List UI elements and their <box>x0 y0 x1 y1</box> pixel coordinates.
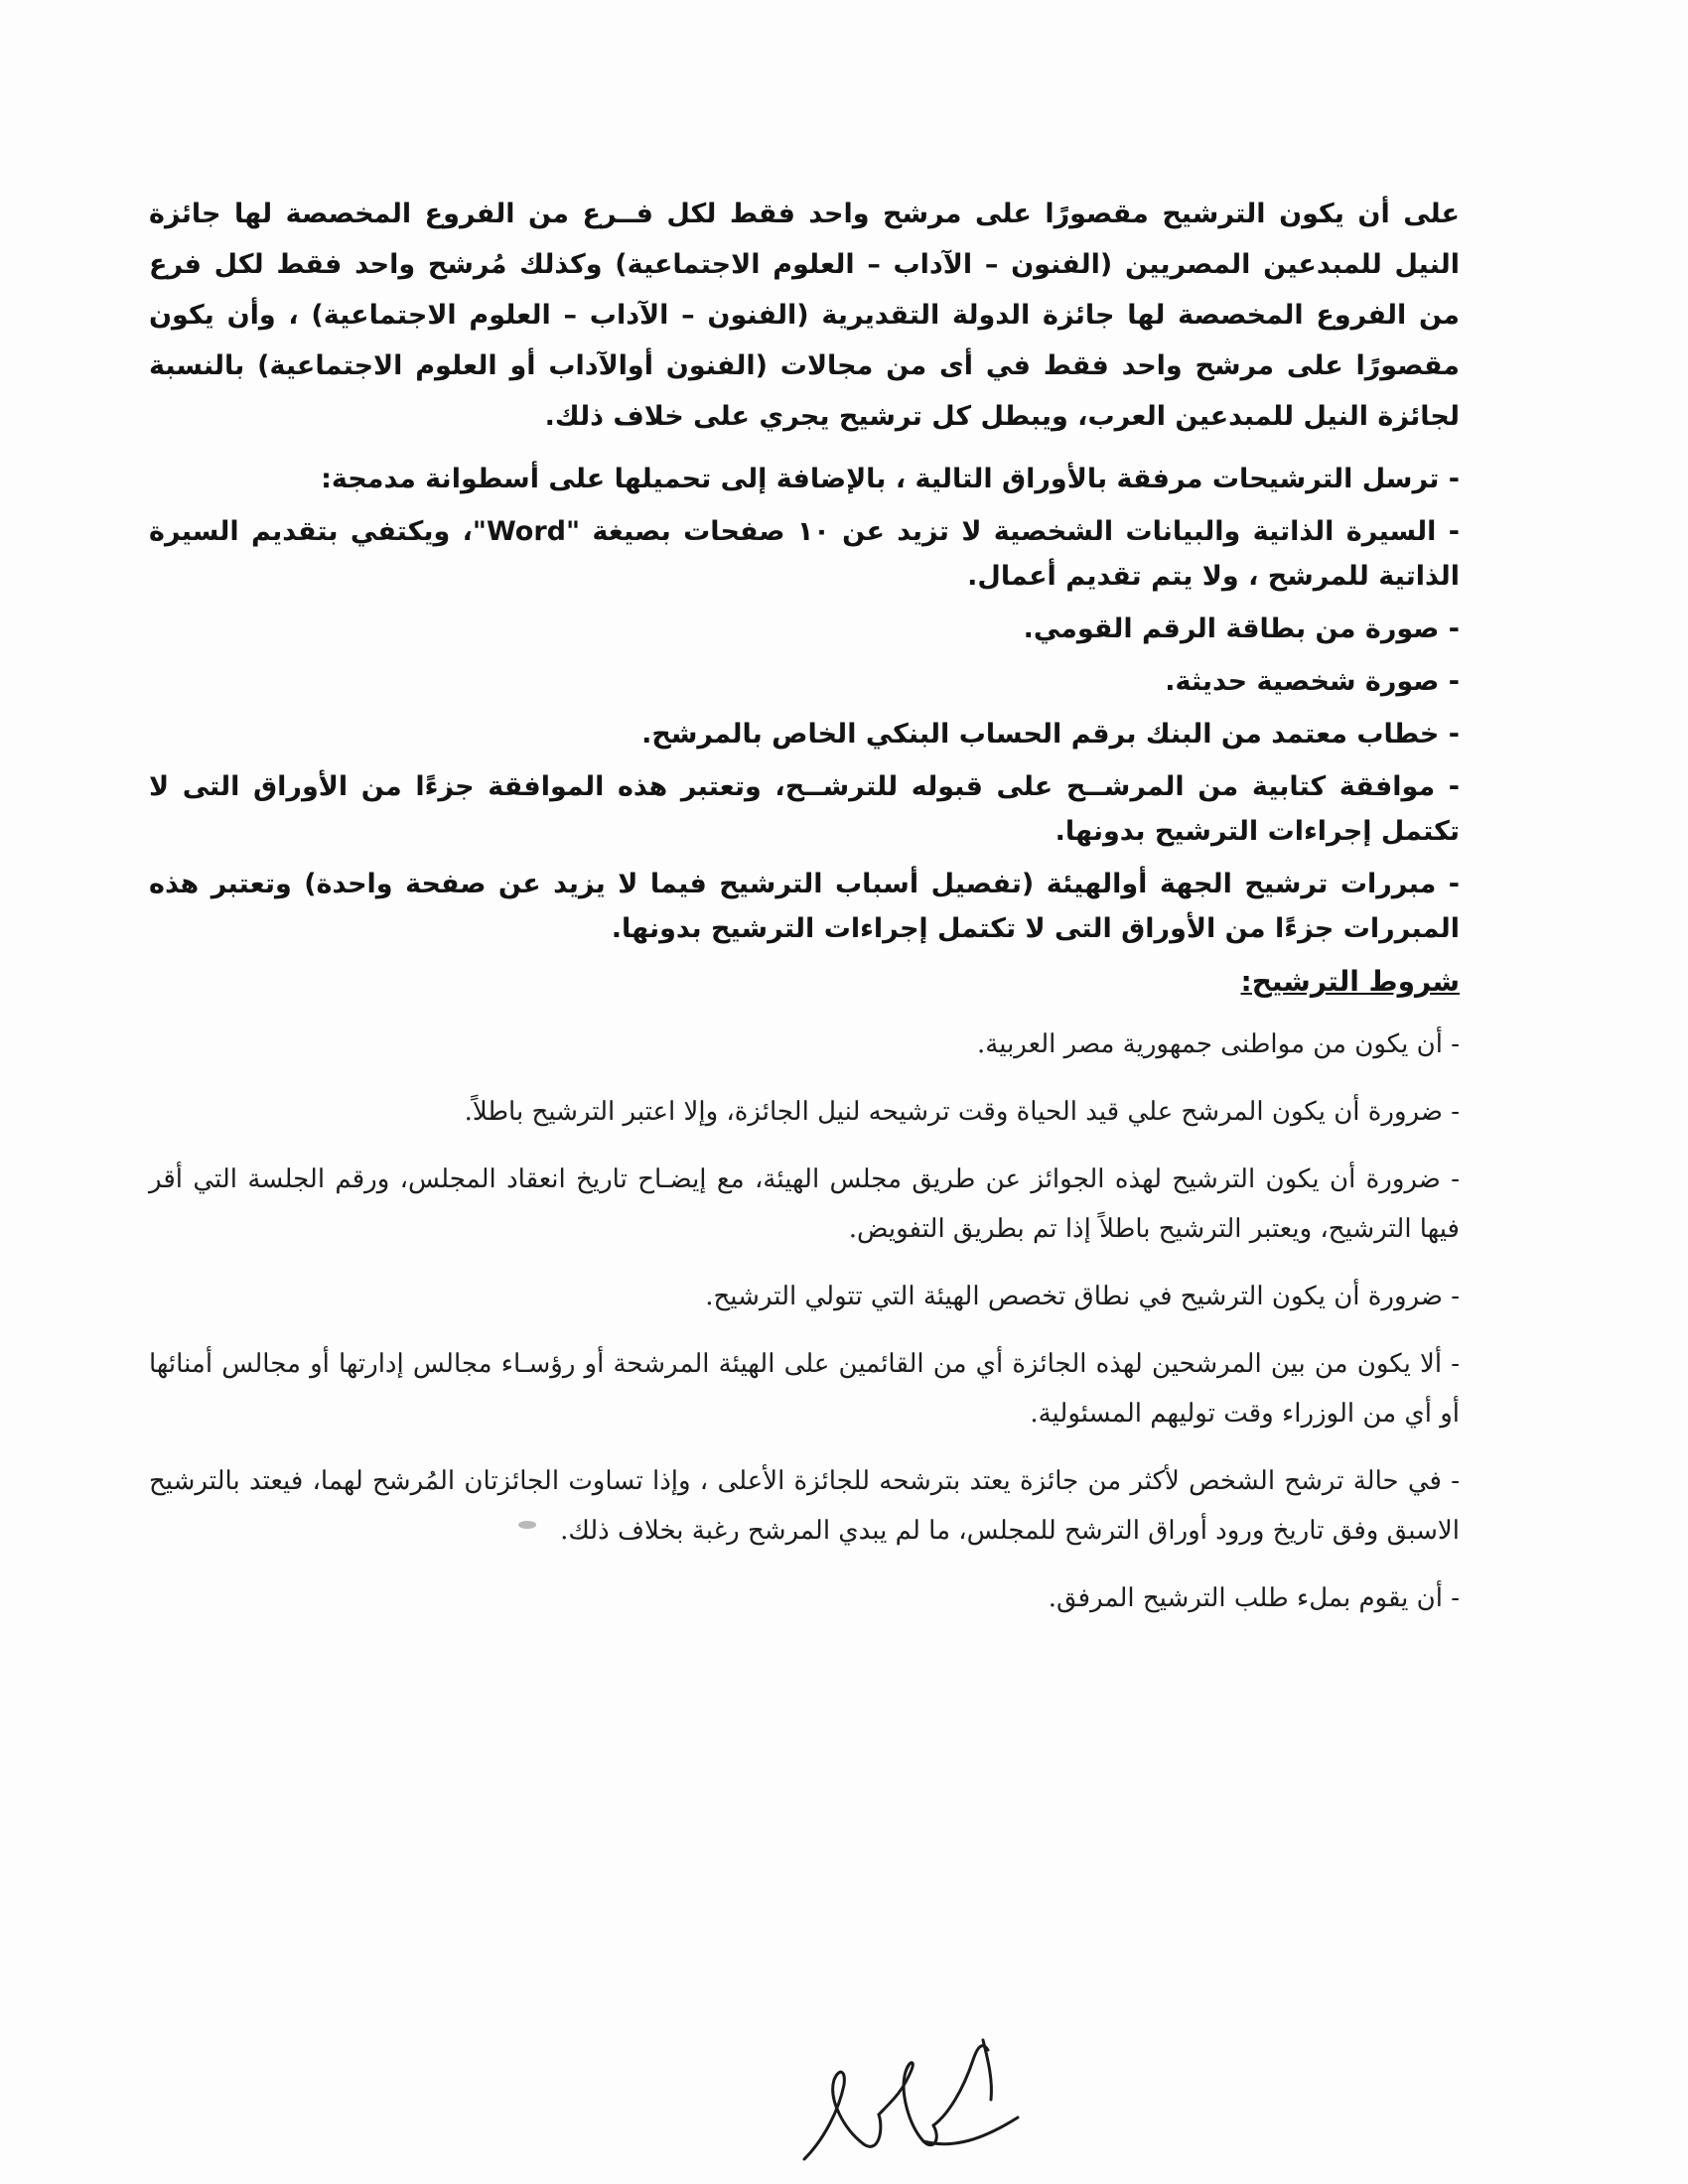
attachment-item-cv: - السيرة الذاتية والبيانات الشخصية لا تزيد عن ١٠ صفحات بصيغة "Word"، ويكتفي بتقديم السيرة الذاتية للمرشح ، ولا يتم تقديم أعمال. <box>149 516 1460 592</box>
nomination-rules-section <box>149 189 1460 951</box>
condition-item-application-form: - أن يقوم بملء طلب الترشيح المرفق. <box>1048 1583 1460 1613</box>
attachment-item-consent: - موافقة كتابية من المرشــح على قبوله للترشــح، وتعتبر هذه الموافقة جزءًا من الأوراق التى لا تكتمل إجراءات الترشيح بدونها. <box>149 771 1460 847</box>
condition-item-citizenship: - أن يكون من مواطنى جمهورية مصر العربية. <box>977 1029 1460 1059</box>
condition-item-exclusions: - ألا يكون من بين المرشحين لهذه الجائزة أي من القائمين على الهيئة المرشحة أو رؤسـاء مجالس إدارتها أو مجالس أمنائها أو أي من الوزراء وقت توليهم المسئولية. <box>149 1349 1460 1429</box>
attachments-intro: - ترسل الترشيحات مرفقة بالأوراق التالية ، بالإضافة إلى تحميلها على أسطوانة مدمجة: <box>321 464 1460 494</box>
attachment-item-national-id: - صورة من بطاقة الرقم القومي. <box>1023 614 1460 644</box>
condition-item-alive: - ضرورة أن يكون المرشح علي قيد الحياة وقت ترشيحه لنيل الجائزة، وإلا اعتبر الترشيح باطلاً. <box>464 1097 1460 1127</box>
condition-item-council: - ضرورة أن يكون الترشيح لهذه الجوائز عن طريق مجلس الهيئة، مع إيضـاح تاريخ انعقاد المجلس، ورقم الجلسة التي أقر فيها الترشيح، ويعتبر الترشيح باطلاً إذا تم بطريق التفويض. <box>149 1164 1460 1244</box>
conditions-heading: شروط الترشيح: <box>1240 965 1460 998</box>
condition-item-multiple-awards: - في حالة ترشح الشخص لأكثر من جائزة يعتد بترشحه للجائزة الأعلى ، وإذا تساوت الجائزتان المُرشح لهما، فيعتد بالترشيح الاسبق وفق تاريخ ورود أوراق الترشح للمجلس، ما لم يبدي المرشح رغبة بخلاف ذلك. <box>149 1466 1460 1546</box>
attachment-item-bank-letter: - خطاب معتمد من البنك برقم الحساب البنكي الخاص بالمرشح. <box>641 719 1460 750</box>
scan-speck <box>516 1519 538 1531</box>
attachment-item-photo: - صورة شخصية حديثة. <box>1165 666 1460 697</box>
intro-paragraph: على أن يكون الترشيح مقصورًا على مرشح واحد فقط لكل فــرع من الفروع المخصصة لها جائزة النيل للمبدعين المصريين (الفنون – الآداب – العلوم الاجتماعية) وكذلك مُرشح واحد فقط لكل فرع من الفروع المخصصة لها جائزة الدولة التقديرية (الفنون – الآداب – العلوم الاجتماعية) ، وأن يكون مقصورًا على مرشح واحد فقط في أى من مجالات (الفنون أوالآداب أو العلوم الاجتماعية) بالنسبة لجائزة النيل للمبدعين العرب، ويبطل كل ترشيح يجري على خلاف ذلك. <box>149 199 1460 432</box>
signature-icon <box>784 2030 1043 2179</box>
condition-item-scope: - ضرورة أن يكون الترشيح في نطاق تخصص الهيئة التي تتولي الترشيح. <box>705 1282 1460 1311</box>
attachment-item-justification: - مبررات ترشيح الجهة أوالهيئة (تفصيل أسباب الترشيح فيما لا يزيد عن صفحة واحدة) وتعتبر هذه المبررات جزءًا من الأوراق التى لا تكتمل إجراءات الترشيح بدونها. <box>149 869 1460 944</box>
conditions-section <box>149 1020 1460 1623</box>
document-body <box>149 189 1460 1641</box>
